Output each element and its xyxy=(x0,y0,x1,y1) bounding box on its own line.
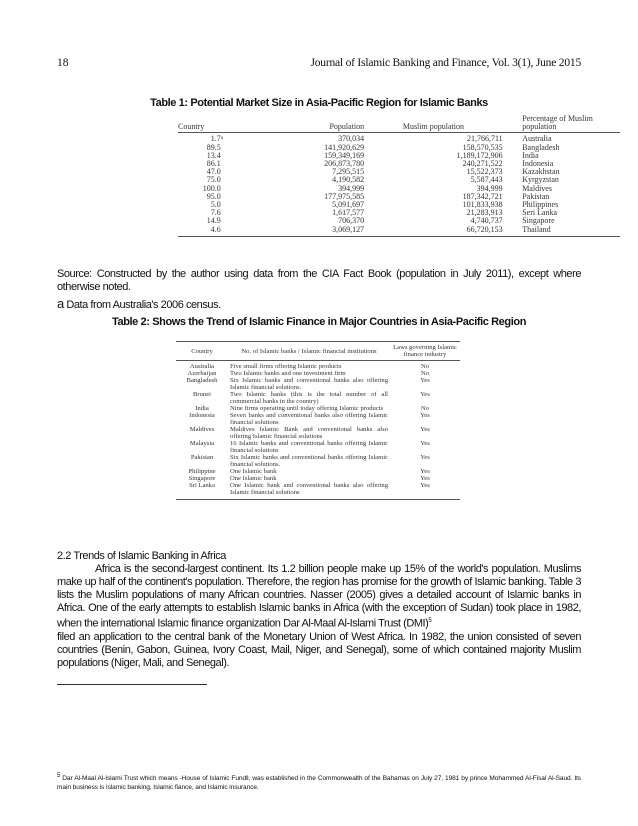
table2-row xyxy=(176,475,460,482)
table2-cell-laws: Yes xyxy=(420,412,430,419)
table2-row xyxy=(176,377,460,391)
table1-cell-country: Singapore xyxy=(522,216,555,226)
table1-cell-superscript xyxy=(221,185,234,193)
table1-cell-country: Seri Lanka xyxy=(522,208,558,218)
table1-cell-percentage: 5.0 xyxy=(210,200,221,210)
table2-cell-country: Azerbaijan xyxy=(187,370,217,377)
table2-cell-laws: Yes xyxy=(420,468,430,475)
table1-cell-percentage: 13.4 xyxy=(206,150,221,160)
table1-cell-superscript: a xyxy=(220,136,223,142)
table2-caption: Table 2: Shows the Trend of Islamic Finance in Major Countries in Asia-Pacific Region xyxy=(111,316,527,328)
table2-header-country: Country xyxy=(176,342,228,361)
table2-cell-institutions: One Islamic bank and conventional banks also offering Islamic financial solutions xyxy=(228,482,390,500)
table1-cell-population: 101,833,938 xyxy=(462,200,503,210)
table2-cell-institutions: 16 Islamic banks and conventional banks offering Islamic financial solutions xyxy=(230,440,388,454)
table2-cell-laws: Yes xyxy=(420,426,430,433)
table1-cell-percentage: 75.0 xyxy=(206,175,221,185)
table1-row xyxy=(178,217,620,225)
table2-header-laws: Laws governing Islamic finance industry xyxy=(390,342,460,361)
table1-cell-muslim-population: 706,370 xyxy=(338,216,365,226)
table1-cell-population: 21,766,711 xyxy=(466,134,503,144)
table2-cell-laws: No xyxy=(420,370,430,377)
table1-cell-country: Kyrgyzstan xyxy=(522,175,559,185)
table2-cell-institutions: Nine firms operating until today offering Islamic products xyxy=(230,405,384,412)
table2-cell-country: Maldives xyxy=(189,426,215,433)
table2-cell-country: Singapore xyxy=(188,475,216,482)
footnote-mark: 5 xyxy=(57,773,61,779)
table2-cell-laws: No xyxy=(420,405,430,412)
table1-source: Source: Constructed by the author using data from the CIA Fact Book (population in July 2011), except where otherwise noted. xyxy=(57,268,581,293)
footnote-ref: 5 xyxy=(428,618,432,624)
table2-cell-country: Pakistan xyxy=(190,454,214,461)
table2-cell-institutions: One Islamic bank xyxy=(230,475,277,482)
table2-body xyxy=(176,361,460,500)
table1-cell-percentage: 1.7 xyxy=(210,134,221,144)
table1-cell-superscript xyxy=(221,209,234,217)
note-mark: a xyxy=(57,296,64,311)
table2-header-row xyxy=(176,342,460,361)
table2-cell-institutions: Two Islamic banks and one investment firm xyxy=(230,370,346,377)
table1-cell-country: Indonesia xyxy=(522,159,554,169)
table1-cell-superscript xyxy=(221,217,234,225)
table1-header-percentage: Percentage of Muslim population xyxy=(522,115,620,133)
table1-cell-percentage: 14.9 xyxy=(206,216,221,226)
table1-row xyxy=(178,133,620,144)
table1-cell-percentage: 89.5 xyxy=(206,142,221,152)
table1-cell-country: Kazakhstan xyxy=(522,167,560,177)
table1-cell-muslim-population: 7,295,515 xyxy=(332,167,365,177)
table1-cell-muslim-population: 141,920,629 xyxy=(324,142,365,152)
table1-cell-muslim-population: 4,190,582 xyxy=(332,175,365,185)
table1-cell-percentage: 47.0 xyxy=(206,167,221,177)
table1-header-row xyxy=(178,115,620,133)
table1-cell-percentage: 7.6 xyxy=(210,208,221,218)
table2-row xyxy=(176,370,460,377)
table2-cell-institutions: Seven banks and conventional banks also offering Islamic financial solutions xyxy=(230,412,388,426)
table2-cell-laws: Yes xyxy=(420,454,430,461)
table1-cell-superscript xyxy=(221,176,234,184)
table1-cell-muslim-population: 394,999 xyxy=(338,183,365,193)
section-paragraph xyxy=(57,563,581,670)
table2-row xyxy=(176,468,460,475)
table1-cell-population: 4,740,737 xyxy=(470,216,503,226)
table1 xyxy=(178,115,620,237)
table2-cell-laws: Yes xyxy=(390,482,460,500)
table2-cell-country: Philippine xyxy=(188,468,216,475)
table1-cell-population: 15,522,373 xyxy=(466,167,503,177)
table2-header-institutions: No. of Islamic banks / Islamic financial institutions xyxy=(228,342,390,361)
table1-cell-percentage: 4.6 xyxy=(178,226,221,237)
table2-cell-laws: No xyxy=(420,363,430,370)
table2-row xyxy=(176,412,460,426)
table1-cell-percentage: 86.1 xyxy=(206,159,221,169)
table2-cell-institutions: Five small firms offering Islamic products xyxy=(230,363,342,370)
table1-cell-population: 5,587,443 xyxy=(470,175,503,185)
table1-row xyxy=(178,176,620,184)
table2-row xyxy=(176,440,460,454)
table2-cell-laws: Yes xyxy=(420,377,430,384)
table1-cell-superscript xyxy=(221,201,234,209)
note-text: Data from Australia's 2006 census. xyxy=(66,299,221,311)
table2-cell-country: Australia xyxy=(189,363,215,370)
table1-cell-country: Thailand xyxy=(522,226,620,237)
table2-cell-institutions: One Islamic bank xyxy=(230,468,277,475)
footnote-text: Dar Al-Maal Al-Islami Trust which means -House of Islamic Fund‖, was established in the Commonwealth of the Bahamas on July 27, 1981 by prince Mohammed Al-Fisal Al-Saud. Its main business is Islamic banking, Islamic fiance, and Islamic insurance. xyxy=(57,775,581,792)
table2-cell-institutions: Six Islamic banks and conventional banks also offering Islamic financial solutions. xyxy=(230,377,388,391)
footnote xyxy=(57,772,581,792)
table2-row xyxy=(176,361,460,371)
paragraph-text-a: Africa is the second-largest continent. Its 1.2 billion people make up 15% of the world's population. Muslims make up half of the continent's population. Therefore, the region has promise for the growth of Islamic banking. Table 3 lists the Muslim populations of many African countries. Nasser (2005) gives a detailed account of Islamic banks in Africa. One of the early attempts to establish Islamic banks in Africa (with the exception of Sudan) took place in 1982, when the international Islamic finance organization Dar Al-Maal Al-Islami Trust (DMI) xyxy=(57,563,581,630)
table2-cell-institutions: Maldives Islamic Bank and conventional banks also offering Islamic financial solutions xyxy=(230,426,388,440)
table1-cell-muslim-population: 1,617,577 xyxy=(332,208,365,218)
table1-caption: Table 1: Potential Market Size in Asia-Pacific Region for Islamic Banks xyxy=(150,97,488,109)
table1-cell-superscript xyxy=(221,144,234,152)
table2-cell-country: India xyxy=(195,405,209,412)
table1-cell-muslim-population: 177,975,585 xyxy=(324,191,365,201)
table2 xyxy=(176,341,460,500)
table1-cell-population: 187,342,721 xyxy=(462,191,503,201)
table2-cell-country: Malaysia xyxy=(189,440,215,447)
section-heading: 2.2 Trends of Islamic Banking in Africa xyxy=(57,550,226,562)
table1-cell-percentage: 100.0 xyxy=(202,183,221,193)
table1-header-population: Population xyxy=(234,115,364,133)
table1-cell-country: Philippines xyxy=(522,200,559,210)
table2-cell-institutions: Two Islamic banks (this is the total number of all commercial banks in the country) xyxy=(230,391,388,405)
table1-cell-superscript xyxy=(221,160,234,168)
table1-header-country: Country xyxy=(178,115,221,133)
table2-cell-country: Brunei xyxy=(193,391,211,398)
table2-row xyxy=(176,391,460,405)
table2-cell-country: Sri Lanka xyxy=(176,482,228,500)
table1-cell-muslim-population: 3,069,127 xyxy=(234,226,364,237)
table1-cell-percentage: 95.0 xyxy=(206,191,221,201)
table2-row xyxy=(176,482,460,500)
table2-cell-laws: Yes xyxy=(420,391,430,398)
table2-cell-country: Bangladesh xyxy=(186,377,218,384)
table2-cell-country: Indonesia xyxy=(189,412,215,419)
table1-cell-population: 1,189,172,906 xyxy=(456,150,503,160)
table1-body xyxy=(178,133,620,236)
table1-header-muslim-population: Muslim population xyxy=(364,115,503,133)
table1-cell-country: Maldives xyxy=(522,183,552,193)
table2-cell-laws: Yes xyxy=(420,475,430,482)
table1-cell-population: 394,999 xyxy=(476,183,503,193)
table1-cell-muslim-population: 206,873,780 xyxy=(324,159,365,169)
table1-cell-superscript xyxy=(221,193,234,201)
table1-row xyxy=(178,226,620,237)
table2-row xyxy=(176,454,460,468)
table1-cell-muslim-population: 5,091,697 xyxy=(332,200,365,210)
footnote-divider xyxy=(57,684,207,685)
table1-cell-population: 21,283,913 xyxy=(466,208,503,218)
table1-cell-country: Pakistan xyxy=(522,191,550,201)
journal-title: Journal of Islamic Banking and Finance, Vol. 3(1), June 2015 xyxy=(310,57,581,69)
table2-cell-institutions: Six Islamic banks and conventional banks offering Islamic financial solutions. xyxy=(230,454,388,468)
paragraph-text-b: filed an application to the central bank of the Monetary Union of West Africa. In 1982, the union consisted of seven countries (Benin, Gabon, Guinea, Ivory Coast, Mail, Niger, and Senegal), some of which contained majority Muslim populations (Niger, Mali, and Senegal). xyxy=(57,630,581,669)
table1-row xyxy=(178,144,620,152)
table1-cell-superscript xyxy=(221,152,234,160)
table2-row xyxy=(176,405,460,412)
table1-cell-population: 66,720,153 xyxy=(364,226,503,237)
table1-cell-country: India xyxy=(522,150,539,160)
table1-cell-population: 158,570,535 xyxy=(462,142,503,152)
table1-row xyxy=(178,185,620,193)
page-number: 18 xyxy=(57,57,69,69)
table1-cell-country: Australia xyxy=(522,134,552,144)
table2-row xyxy=(176,426,460,440)
table2-cell-laws: Yes xyxy=(420,440,430,447)
table1-cell-superscript xyxy=(221,168,234,176)
table1-cell-superscript xyxy=(221,226,234,237)
table1-note xyxy=(57,297,581,312)
table1-cell-muslim-population: 159,349,169 xyxy=(324,150,365,160)
table1-row xyxy=(178,152,620,160)
table1-cell-muslim-population: 370,034 xyxy=(338,134,365,144)
table1-cell-country: Bangladesh xyxy=(522,142,560,152)
table1-cell-population: 240,271,522 xyxy=(462,159,503,169)
